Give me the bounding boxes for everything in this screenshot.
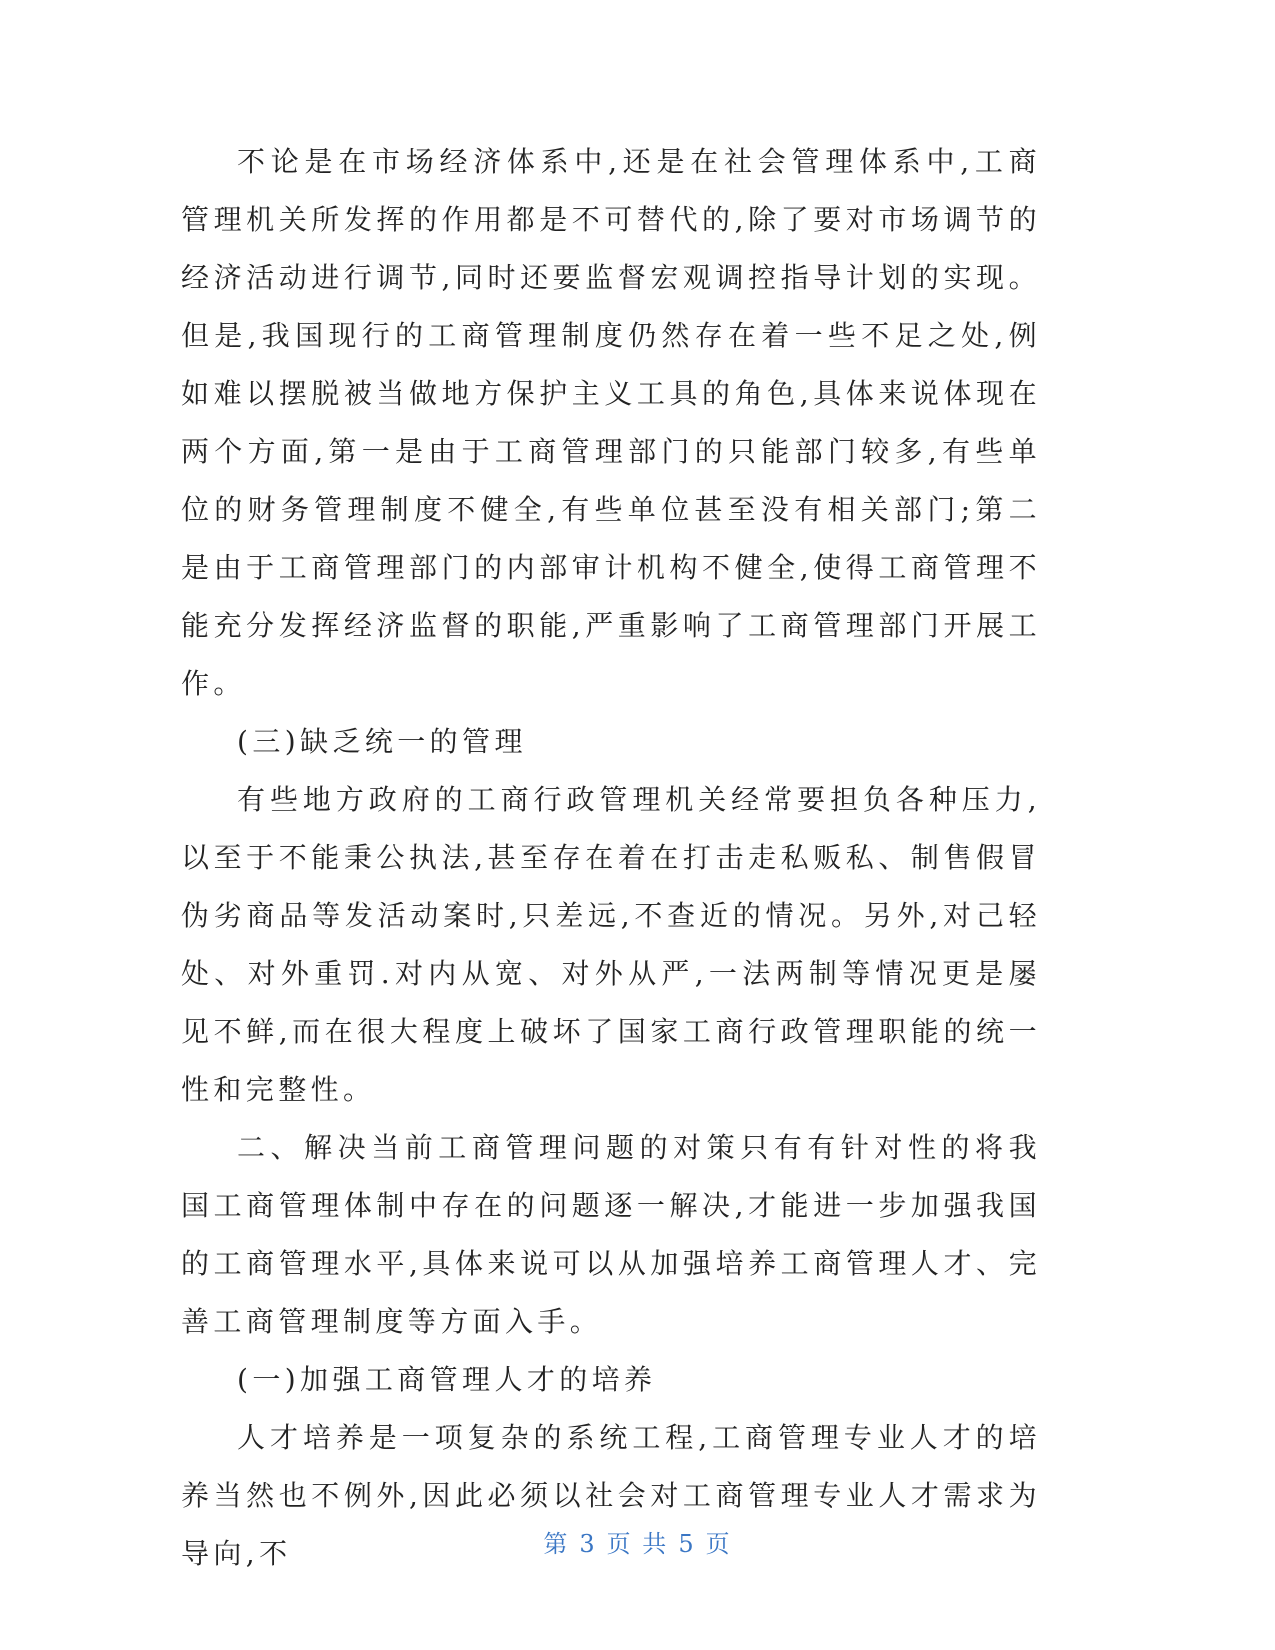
footer-mid: 页 共 <box>606 1530 669 1558</box>
paragraph-4: 人才培养是一项复杂的系统工程,工商管理专业人才的培养当然也不例外,因此必须以社会对工商管理专业人才需求为导向,不 <box>181 1421 1041 1570</box>
footer-suffix: 页 <box>705 1530 732 1558</box>
footer-total-pages: 5 <box>678 1530 696 1558</box>
page-number-footer <box>0 1524 1275 1559</box>
footer-current-page: 3 <box>579 1530 597 1558</box>
footer-prefix: 第 <box>543 1530 570 1558</box>
section-heading-1: (一)加强工商管理人才的培养 <box>237 1363 657 1396</box>
paragraph-1: 不论是在市场经济体系中,还是在社会管理体系中,工商管理机关所发挥的作用都是不可替代的,除了要对市场调节的经济活动进行调节,同时还要监督宏观调控指导计划的实现。但是,我国现行的工商管理制度仍然存在着一些不足之处,例如难以摆脱被当做地方保护主义工具的角色,具体来说体现在两个方面,第一是由于工商管理部门的只能部门较多,有些单位的财务管理制度不健全,有些单位甚至没有相关部门;第二是由于工商管理部门的内部审计机构不健全,使得工商管理不能充分发挥经济监督的职能,严重影响了工商管理部门开展工作。 <box>181 145 1041 700</box>
paragraph-2: 有些地方政府的工商行政管理机关经常要担负各种压力,以至于不能秉公执法,甚至存在着在打击走私贩私、制售假冒伪劣商品等发活动案时,只差远,不查近的情况。另外,对己轻处、对外重罚.对内从宽、对外从严,一法两制等情况更是屡见不鲜,而在很大程度上破坏了国家工商行政管理职能的统一性和完整性。 <box>181 783 1041 1106</box>
paragraph-3: 二、解决当前工商管理问题的对策只有有针对性的将我国工商管理体制中存在的问题逐一解决,才能进一步加强我国的工商管理水平,具体来说可以从加强培养工商管理人才、完善工商管理制度等方面入手。 <box>181 1131 1041 1338</box>
section-heading-3: (三)缺乏统一的管理 <box>237 725 527 758</box>
document-body <box>181 133 1041 1583</box>
